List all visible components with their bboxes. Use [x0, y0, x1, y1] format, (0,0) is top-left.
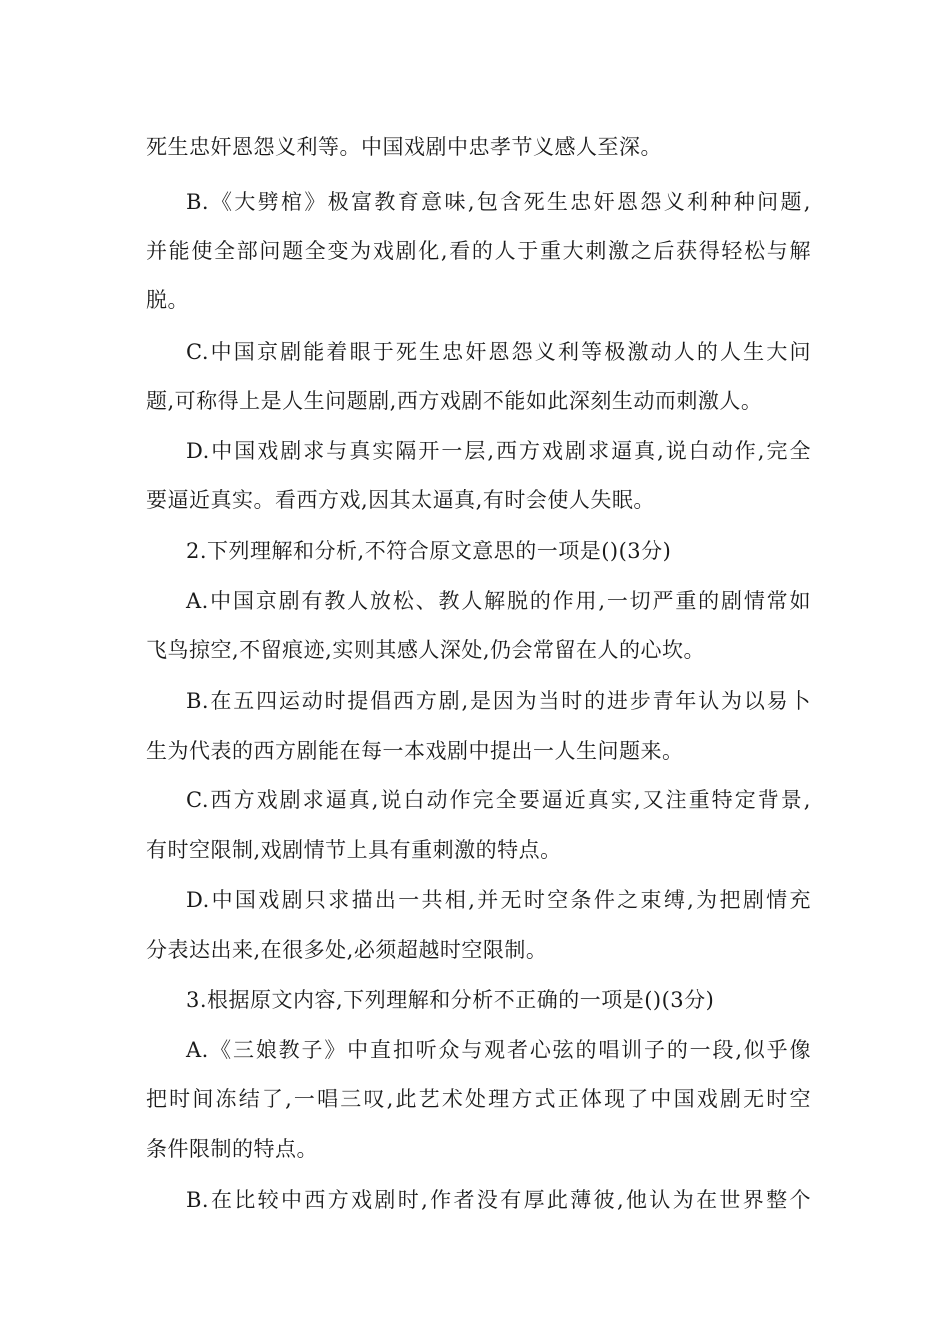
- text-line-21: 条件限制的特点。: [146, 1137, 318, 1161]
- text-line-19: A.《三娘教子》中直扣听众与观者心弦的唱训子的一段,似乎像: [186, 1038, 811, 1062]
- text-line-11: 飞鸟掠空,不留痕迹,实则其感人深处,仍会常留在人的心坎。: [146, 638, 706, 662]
- text-line-5: C.中国京剧能着眼于死生忠奸恩怨义利等极激动人的人生大问: [186, 340, 811, 364]
- text-line-13: 生为代表的西方剧能在每一本戏剧中提出一人生问题来。: [146, 739, 684, 763]
- text-line-22: B.在比较中西方戏剧时,作者没有厚此薄彼,他认为在世界整个: [186, 1188, 811, 1212]
- text-line-6: 题,可称得上是人生问题剧,西方戏剧不能如此深刻生动而刺激人。: [146, 389, 763, 413]
- text-line-17: 分表达出来,在很多处,必须超越时空限制。: [146, 938, 548, 962]
- text-line-2: B.《大劈棺》极富教育意味,包含死生忠奸恩怨义利种种问题,: [186, 190, 811, 214]
- text-line-14: C.西方戏剧求逼真,说白动作完全要逼近真实,又注重特定背景,: [186, 788, 811, 812]
- text-line-8: 要逼近真实。看西方戏,因其太逼真,有时会使人失眠。: [146, 488, 655, 512]
- text-line-4: 脱。: [146, 288, 189, 312]
- text-line-3: 并能使全部问题全变为戏剧化,看的人于重大刺激之后获得轻松与解: [146, 239, 811, 263]
- question-3-stem: 3.根据原文内容,下列理解和分析不正确的一项是()(3分): [186, 988, 715, 1012]
- text-line-20: 把时间冻结了,一唱三叹,此艺术处理方式正体现了中国戏剧无时空: [146, 1087, 811, 1111]
- text-line-7: D.中国戏剧求与真实隔开一层,西方戏剧求逼真,说白动作,完全: [186, 439, 811, 463]
- question-2-stem: 2.下列理解和分析,不符合原文意思的一项是()(3分): [186, 539, 672, 563]
- text-line-1: 死生忠奸恩怨义利等。中国戏剧中忠孝节义感人至深。: [146, 135, 662, 159]
- text-line-12: B.在五四运动时提倡西方剧,是因为当时的进步青年认为以易卜: [186, 689, 811, 713]
- text-line-16: D.中国戏剧只求描出一共相,并无时空条件之束缚,为把剧情充: [186, 888, 811, 912]
- text-line-15: 有时空限制,戏剧情节上具有重刺激的特点。: [146, 838, 562, 862]
- text-line-10: A.中国京剧有教人放松、教人解脱的作用,一切严重的剧情常如: [186, 589, 811, 613]
